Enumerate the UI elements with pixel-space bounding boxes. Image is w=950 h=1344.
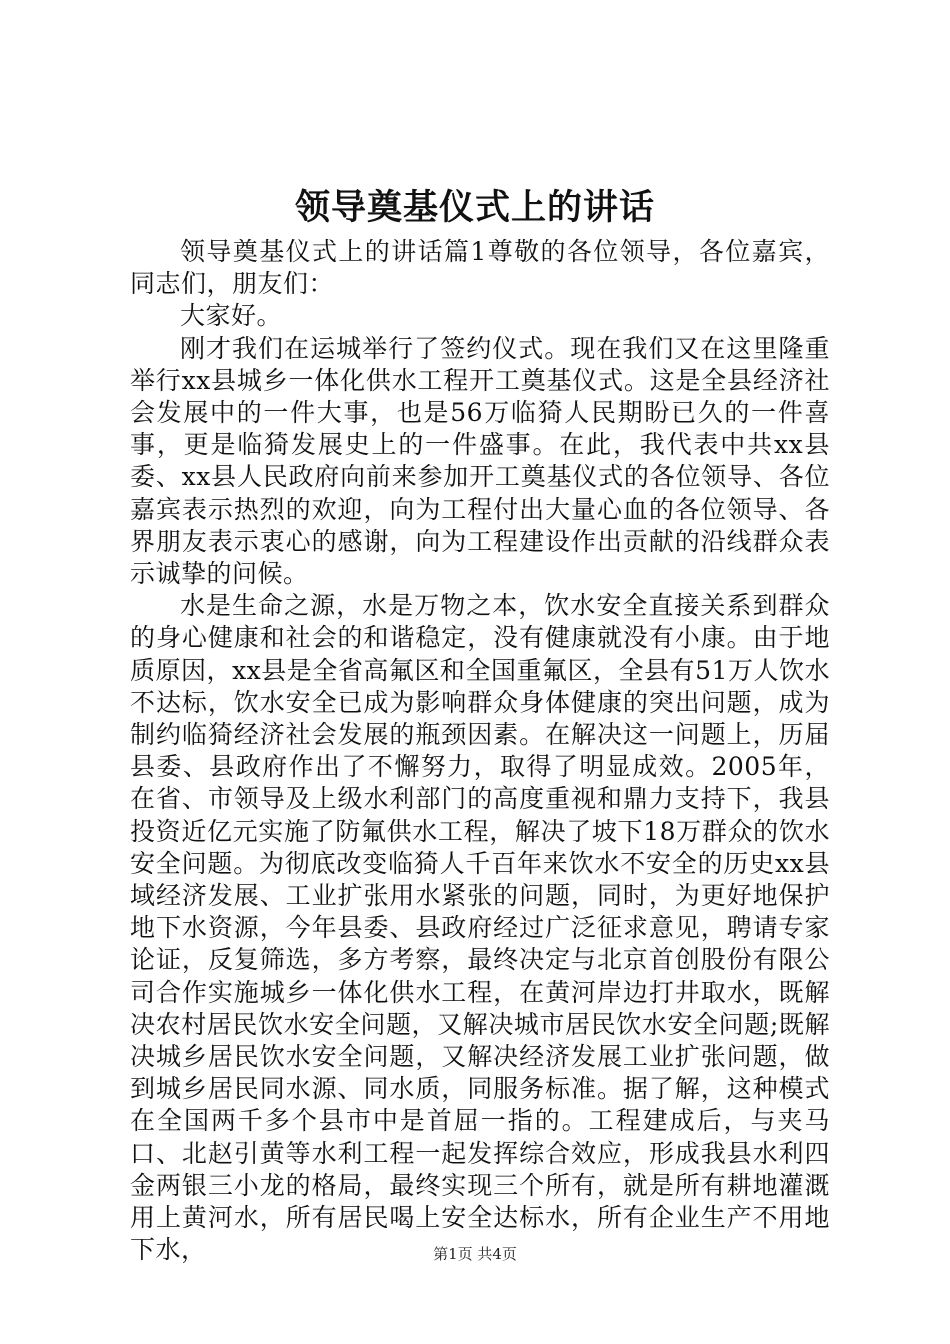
document-body: [130, 236, 830, 1267]
paragraph-hello: 大家好。: [180, 301, 283, 331]
paragraph-water-project: 水是生命之源，水是万物之本，饮水安全直接关系到群众的身心健康和社会的和谐稳定，没有健康就没有小康。由于地质原因，xx县是全省高氟区和全国重氟区，全县有51万人饮水不达标，饮水安全已成为影响群众身体健康的突出问题，成为制约临猗经济社会发展的瓶颈因素。在解决这一问题上，历届县委、县政府作出了不懈努力，取得了明显成效。2005年，在省、市领导及上级水利部门的高度重视和鼎力支持下，我县投资近亿元实施了防氟供水工程，解决了坡下18万群众的饮水安全问题。为彻底改变临猗人千百年来饮水不安全的历史xx县域经济发展、工业扩张用水紧张的问题，同时，为更好地保护地下水资源，今年县委、县政府经过广泛征求意见，聘请专家论证，反复筛选，多方考察，最终决定与北京首创股份有限公司合作实施城乡一体化供水工程，在黄河岸边打井取水，既解决农村居民饮水安全问题，又解决城市居民饮水安全问题;既解决城乡居民饮水安全问题，又解决经济发展工业扩张问题，做到城乡居民同水源、同水质，同服务标准。据了解，这种模式在全国两千多个县市中是首屈一指的。工程建成后，与夹马口、北赵引黄等水利工程一起发挥综合效应，形成我县水利四金两银三小龙的格局，最终实现三个所有，就是所有耕地灌溉用上黄河水，所有居民喝上安全达标水，所有企业生产不用地下水，: [130, 591, 830, 1265]
paragraph-greeting: 领导奠基仪式上的讲话篇1尊敬的各位领导，各位嘉宾，同志们，朋友们：: [130, 237, 830, 299]
page-footer: 第1页 共4页: [433, 1245, 517, 1263]
document-title: 领导奠基仪式上的讲话: [294, 187, 655, 228]
paragraph-welcome: 刚才我们在运城举行了签约仪式。现在我们又在这里隆重举行xx县城乡一体化供水工程开工奠基仪式。这是全县经济社会发展中的一件大事，也是56万临猗人民期盼已久的一件喜事，更是临猗发展史上的一件盛事。在此，我代表中共xx县委、xx县人民政府向前来参加开工奠基仪式的各位领导、各位嘉宾表示热烈的欢迎，向为工程付出大量心血的各位领导、各界朋友表示衷心的感谢，向为工程建设作出贡献的沿线群众表示诚挚的问候。: [130, 333, 830, 589]
